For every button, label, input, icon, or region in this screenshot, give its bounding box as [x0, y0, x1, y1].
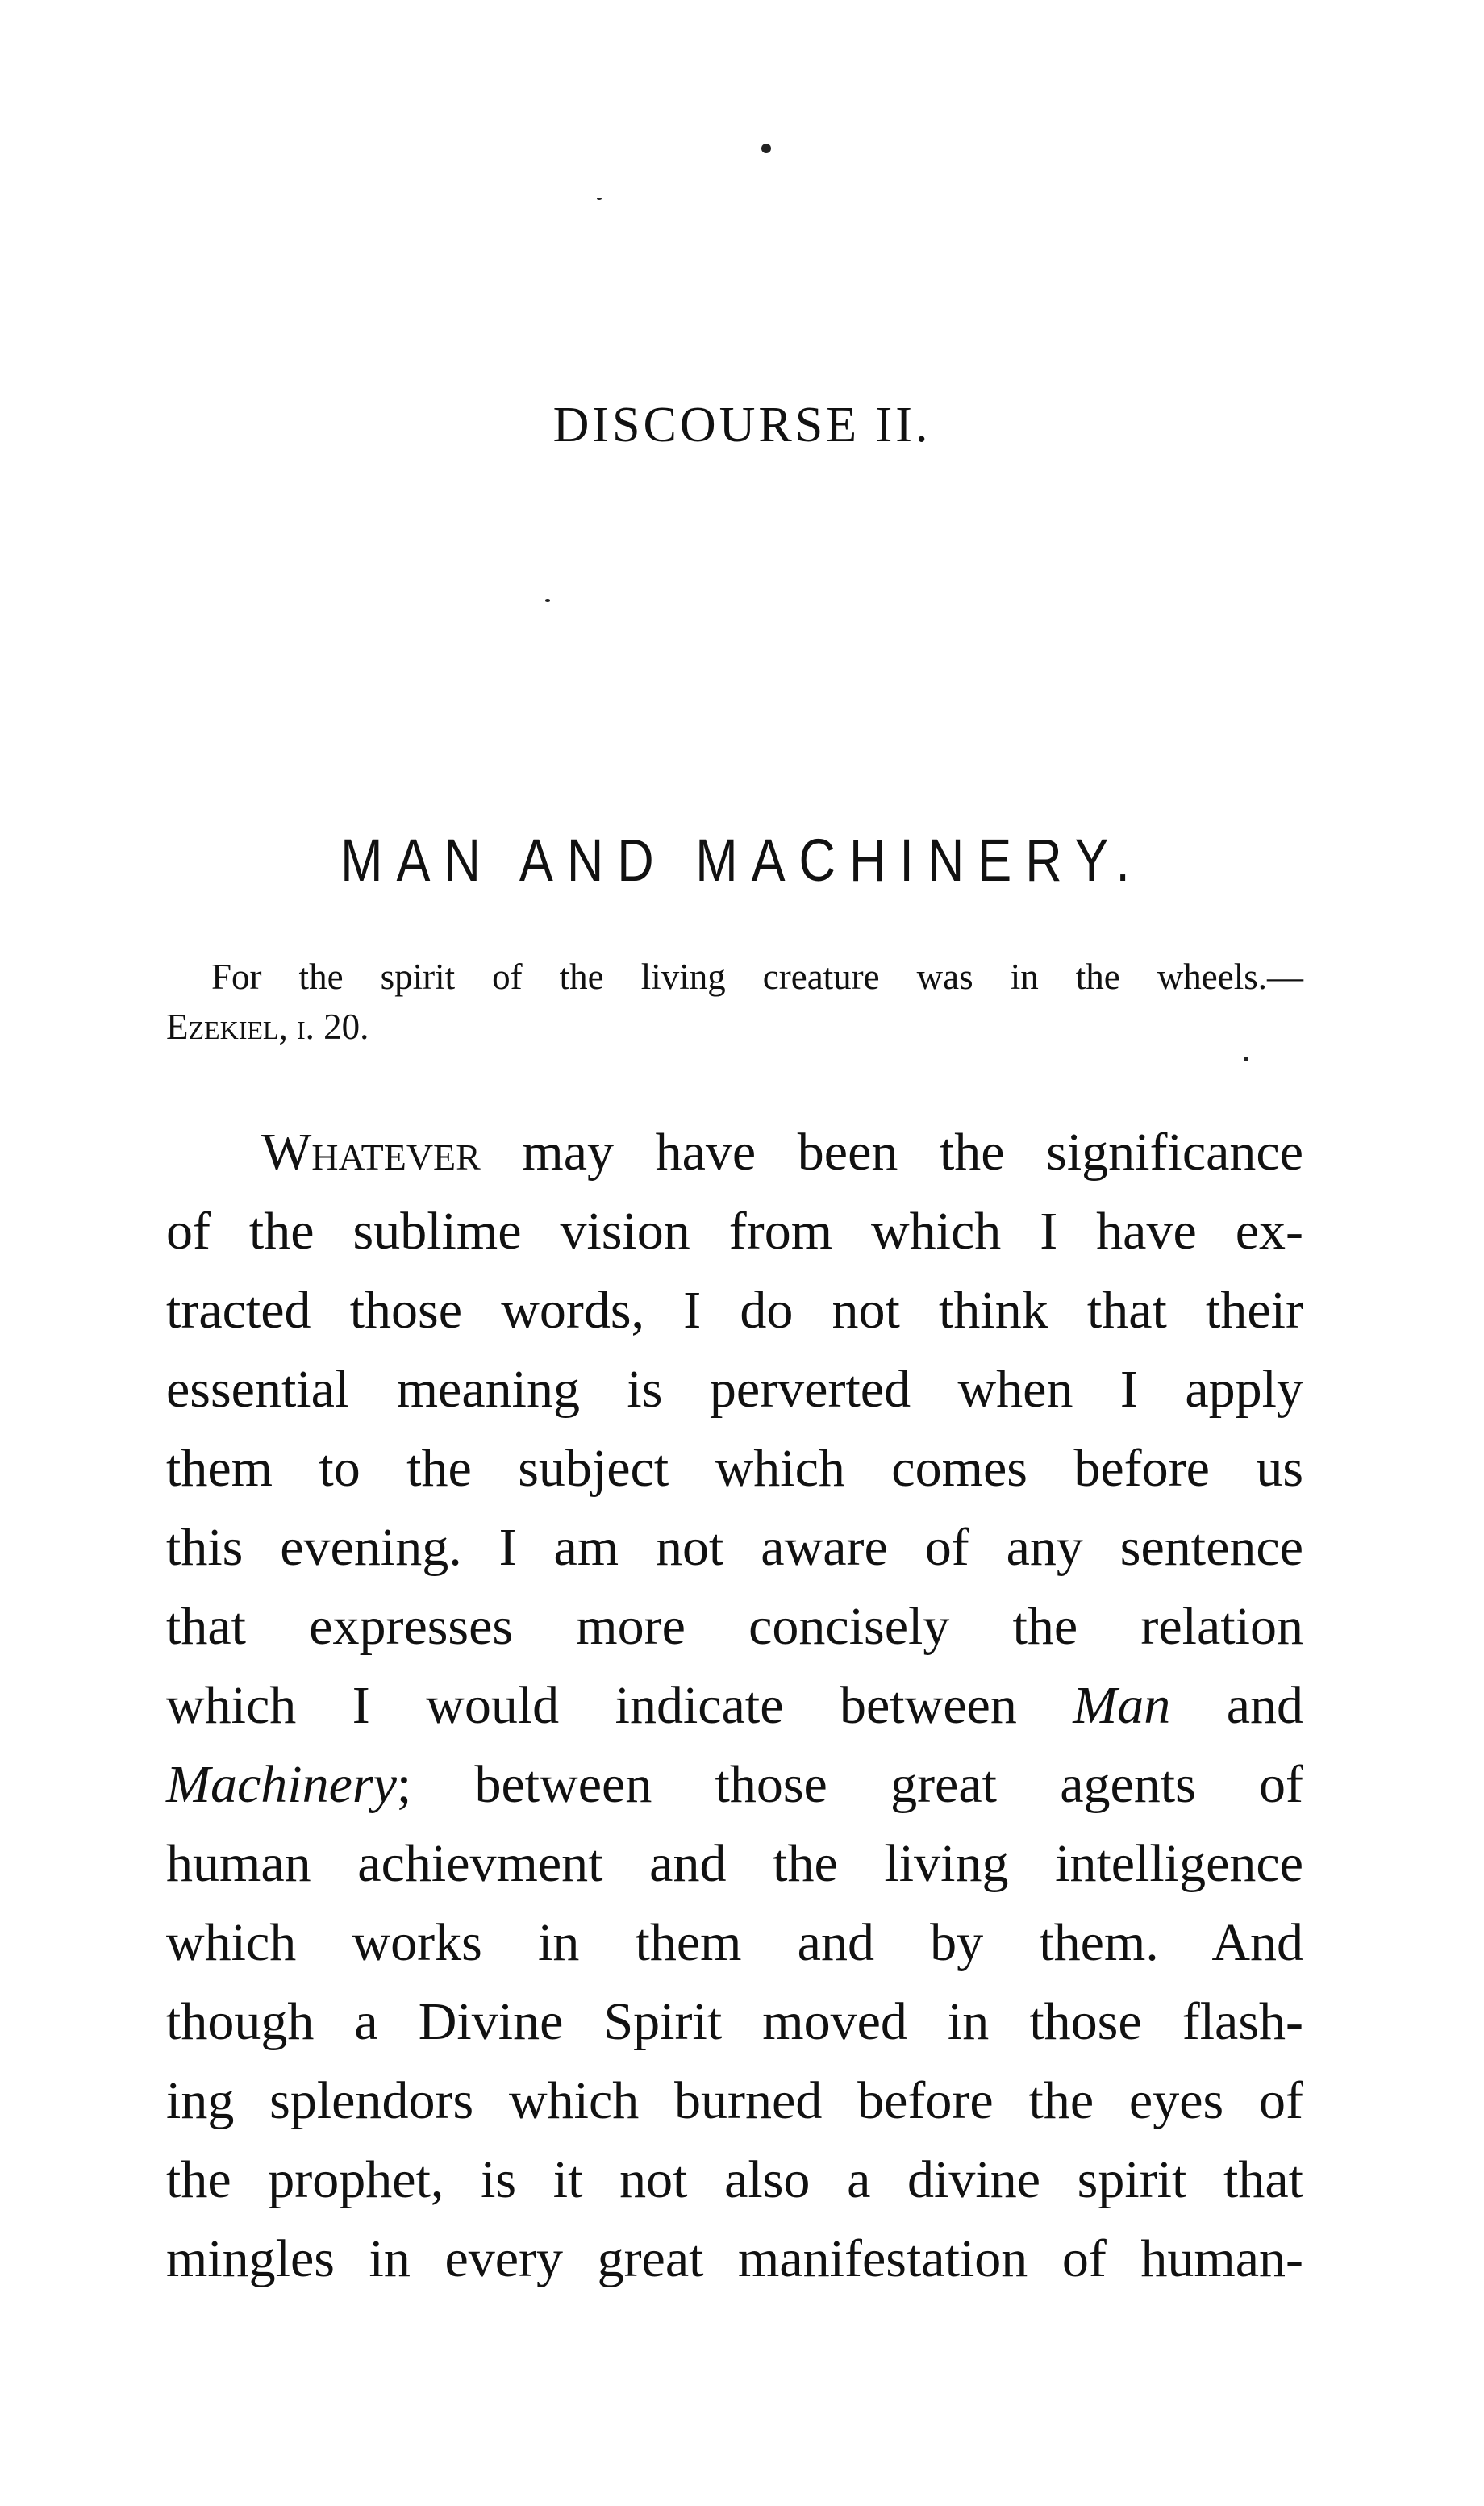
body-line: this evening. I am not aware of any sentence	[166, 1518, 1303, 1577]
ink-speck	[1244, 1057, 1248, 1061]
body-line: tracted those words, I do not think that their	[166, 1281, 1303, 1340]
line-text: ; between those great agents of	[396, 1755, 1303, 1814]
line-text: and	[1170, 1676, 1304, 1735]
ink-speck	[761, 144, 771, 153]
italic-term-man: Man	[1073, 1676, 1171, 1735]
epigraph	[166, 952, 1303, 1052]
epigraph-citation: Ezekiel, i. 20.	[166, 1007, 369, 1047]
body-line: which works in them and by them. And	[166, 1913, 1303, 1972]
body-line	[166, 1745, 1303, 1824]
body-line: mingles in every great manifestation of human-	[166, 2229, 1303, 2288]
body-line	[166, 1113, 1303, 1192]
body-line: them to the subject which comes before us	[166, 1439, 1303, 1498]
body-line: essential meaning is perverted when I apply	[166, 1360, 1303, 1419]
opening-word: Whatever	[261, 1123, 481, 1182]
body-text	[166, 1113, 1303, 2299]
body-line: human achievment and the living intelligence	[166, 1834, 1303, 1893]
body-line: though a Divine Spirit moved in those flash-	[166, 1992, 1303, 2051]
body-line: that expresses more concisely the relation	[166, 1597, 1303, 1656]
epigraph-quote: For the spirit of the living creature was in the wheels.—	[211, 957, 1303, 997]
ink-speck	[597, 198, 602, 200]
line-text: may have been the significance	[480, 1123, 1303, 1182]
body-line: of the sublime vision from which I have ex-	[166, 1202, 1303, 1261]
body-line	[166, 1666, 1303, 1745]
ink-speck	[545, 599, 550, 602]
italic-term-machinery: Machinery	[166, 1755, 397, 1814]
line-text: which I would indicate between	[166, 1676, 1073, 1735]
chapter-title: MAN AND MACHINERY.	[340, 827, 1144, 894]
body-line: the prophet, is it not also a divine spirit that	[166, 2150, 1303, 2209]
discourse-heading: DISCOURSE II.	[552, 398, 932, 452]
body-line: ing splendors which burned before the eyes of	[166, 2071, 1303, 2130]
